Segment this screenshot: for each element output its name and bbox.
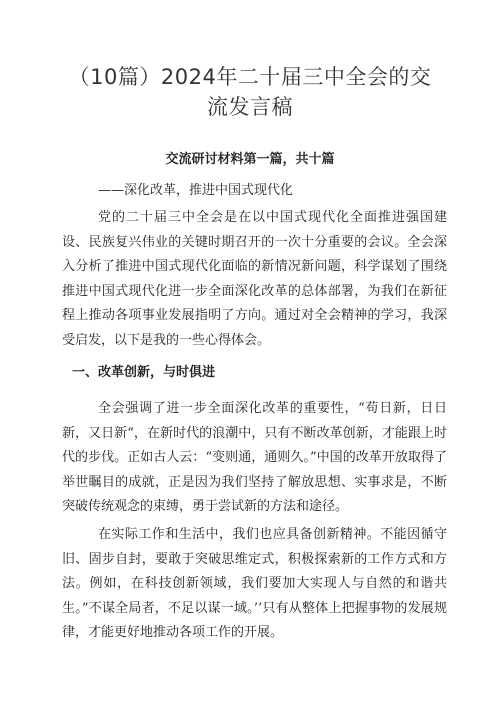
- section-heading: 一、改革创新，与时俱进: [72, 365, 216, 380]
- document-subtitle: 交流研讨材料第一篇，共十篇: [165, 152, 335, 167]
- theme-line: ——深化改革，推进中国式现代化: [98, 183, 294, 198]
- document-title: （10篇）2024年二十届三中全会的交流发言稿: [68, 65, 432, 119]
- paragraph-intro: 党的二十届三中全会是在以中国式现代化全面推进强国建设、民族复兴伟业的关键时期召开的一次十分重要的会议。全会深入分析了推进中国式现代化面临的新情况新问题，科学谋划了围绕推进中国式现代化进一步全面深化改革的总体部署，为我们在新征程上推动各项事业发展指明了方向。通过对全会精神的学习，我深受启发，以下是我的一些心得体会。: [62, 210, 447, 348]
- paragraph-innovation: 在实际工作和生活中，我们也应具备创新精神。不能因循守旧、固步自封，要敢于突破思维定式，积极探索新的工作方式和方法。例如，在科技创新领域，我们要加大实现人与自然的和谐共生。”不谋全局者，不足以谋一域。’’只有从整体上把握事物的发展规律，才能更好地推动各项工作的开展。: [62, 527, 447, 641]
- paragraph-reform: 全会强调了进一步全面深化改革的重要性，“苟日新，日日新，又日新“，在新时代的浪潮中，只有不断改革创新，才能跟上时代的步伐。正如古人云：“变则通，通则久。”中国的改革开放取得了举世瞩目的成就，正是因为我们坚持了解放思想、实事求是，不断突破传统观念的束缚，勇于尝试新的方法和途径。: [62, 401, 447, 515]
